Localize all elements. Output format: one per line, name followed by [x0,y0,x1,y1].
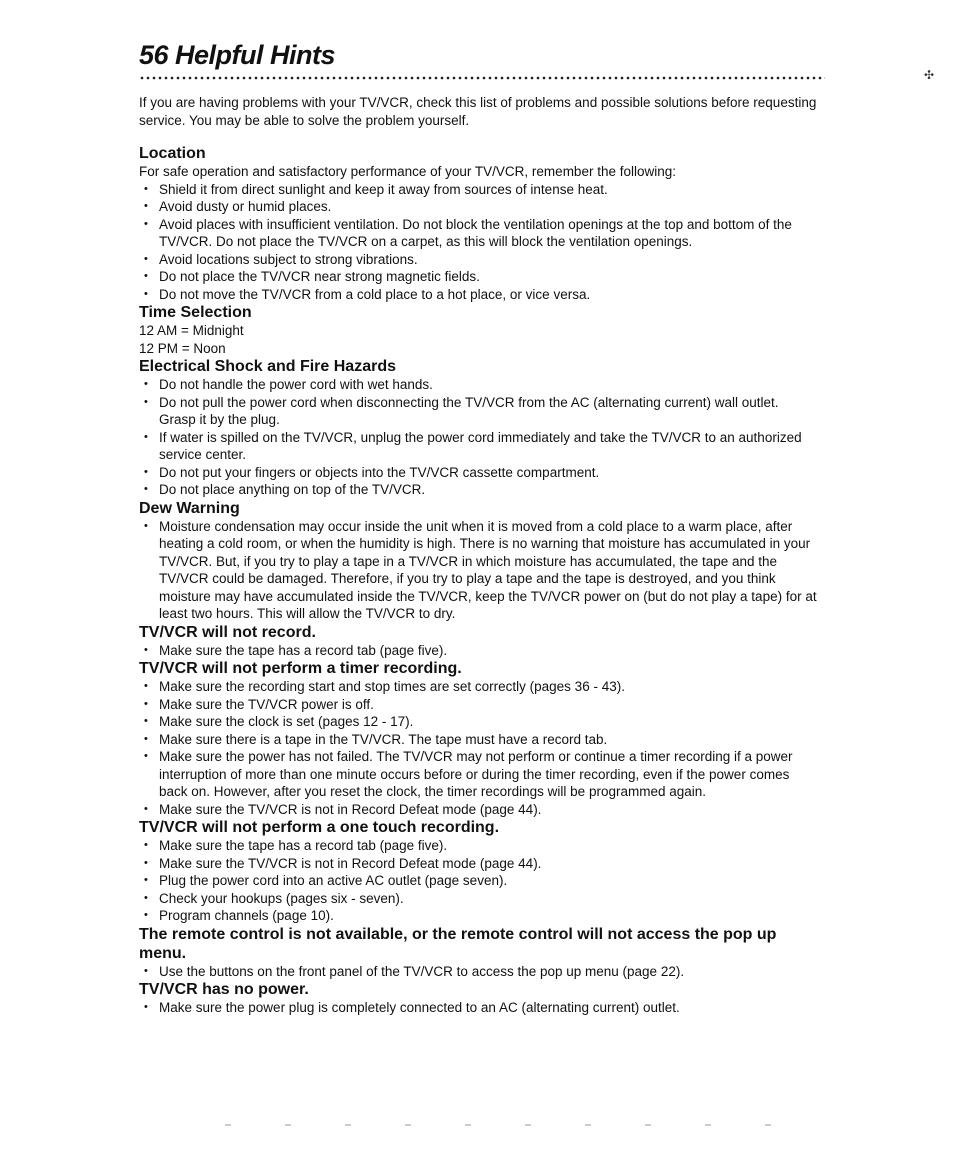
bullet-list [139,642,819,660]
list-item: • Check your hookups (pages six - seven). [139,890,819,908]
section-heading: TV/VCR will not perform a one touch recording. [139,819,500,836]
section-timer-recording [139,659,819,818]
list-item: • Avoid dusty or humid places. [139,198,819,216]
list-item: • Do not place anything on top of the TV/VCR. [139,481,819,499]
list-item: • Make sure the TV/VCR power is off. [139,696,819,714]
scan-artifact [225,1124,825,1126]
bullet-list [139,999,819,1017]
bullet-list [139,963,819,981]
page-title: 56 Helpful Hints [139,40,336,70]
section-heading: Location [139,145,206,162]
list-item: • Moisture condensation may occur inside the unit when it is moved from a cold place to a warm place, after heating a cold room, or when the humidity is high. There is no warning that moisture has accumulated in your TV/VCR. But, if you try to play a tape in a TV/VCR in which moisture has accumulated, the tape and the TV/VCR could be damaged. Therefore, if you try to play a tape and the tape is destroyed, and you think moisture may have accumulated inside the TV/VCR, keep the TV/VCR power on (but do not play a tape) for at least two hours. This will allow the TV/VCR to dry. [139,518,819,623]
list-item: • Do not move the TV/VCR from a cold place to a hot place, or vice versa. [139,286,819,304]
bullet-list [139,837,819,925]
time-line: 12 AM = Midnight [139,323,244,338]
section-one-touch-recording [139,818,819,925]
list-item: • Plug the power cord into an active AC outlet (page seven). [139,872,819,890]
section-intro: For safe operation and satisfactory performance of your TV/VCR, remember the following: [139,164,676,179]
section-remote-control [139,925,819,981]
section-dew-warning [139,499,819,623]
list-item: • If water is spilled on the TV/VCR, unplug the power cord immediately and take the TV/VCR to an authorized service center. [139,429,819,464]
list-item: • Make sure the power has not failed. The TV/VCR may not perform or continue a timer recording if a power interruption of more than one minute occurs before or during the timer recording, even if the power comes back on. However, after you reset the clock, the timer recordings will be programmed again. [139,748,819,801]
bullet-list [139,678,819,818]
section-location [139,144,819,303]
list-item: • Do not put your fingers or objects into the TV/VCR cassette compartment. [139,464,819,482]
section-time-selection [139,303,819,357]
section-no-power [139,980,819,1017]
section-heading: TV/VCR has no power. [139,981,309,998]
section-heading: Electrical Shock and Fire Hazards [139,358,396,375]
section-heading: Dew Warning [139,499,240,517]
list-item: • Do not place the TV/VCR near strong magnetic fields. [139,268,819,286]
list-item: • Make sure the recording start and stop times are set correctly (pages 36 - 43). [139,678,819,696]
intro-paragraph: If you are having problems with your TV/VCR, check this list of problems and possible solutions before requesting service. You may be able to solve the problem yourself. [139,95,817,128]
list-item: • Make sure the TV/VCR is not in Record Defeat mode (page 44). [139,855,819,873]
bullet-list [139,518,819,623]
section-heading: TV/VCR will not record. [139,623,316,641]
hints-content [139,94,819,1017]
list-item: • Make sure the tape has a record tab (page five). [139,837,819,855]
section-heading: TV/VCR will not perform a timer recording. [139,660,462,677]
dotted-divider [139,76,825,80]
list-item: • Program channels (page 10). [139,907,819,925]
registration-mark-icon: ✣ [924,68,935,82]
section-electrical-hazards [139,357,819,499]
list-item: • Do not pull the power cord when disconnecting the TV/VCR from the AC (alternating current) wall outlet. Grasp it by the plug. [139,394,819,429]
list-item: • Use the buttons on the front panel of the TV/VCR to access the pop up menu (page 22). [139,963,819,981]
section-heading: Time Selection [139,304,252,321]
list-item: • Avoid locations subject to strong vibrations. [139,251,819,269]
list-item: • Make sure there is a tape in the TV/VCR. The tape must have a record tab. [139,731,819,749]
section-will-not-record [139,623,819,660]
list-item: • Shield it from direct sunlight and keep it away from sources of intense heat. [139,181,819,199]
list-item: • Avoid places with insufficient ventilation. Do not block the ventilation openings at the top and bottom of the TV/VCR. Do not place the TV/VCR on a carpet, as this will block the ventilation openings. [139,216,819,251]
list-item: • Make sure the clock is set (pages 12 - 17). [139,713,819,731]
list-item: • Do not handle the power cord with wet hands. [139,376,819,394]
list-item: • Make sure the power plug is completely connected to an AC (alternating current) outlet. [139,999,819,1017]
bullet-list [139,181,819,304]
list-item: • Make sure the tape has a record tab (page five). [139,642,819,660]
list-item: • Make sure the TV/VCR is not in Record Defeat mode (page 44). [139,801,819,819]
bullet-list [139,376,819,499]
section-heading: The remote control is not available, or the remote control will not access the pop up menu. [139,925,777,962]
time-line: 12 PM = Noon [139,340,226,356]
